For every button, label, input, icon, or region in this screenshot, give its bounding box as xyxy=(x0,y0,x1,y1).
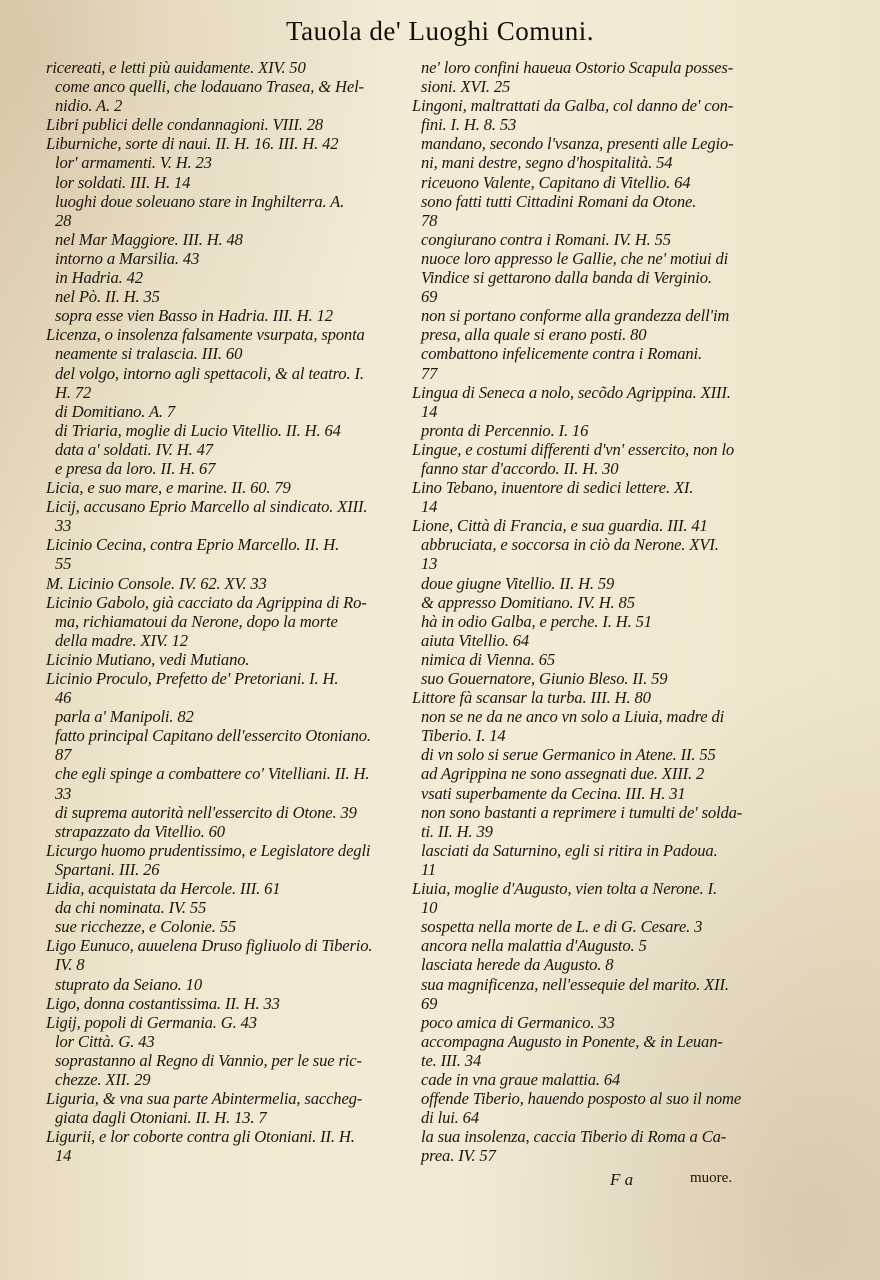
index-line: Licinio Proculo, Prefetto de' Pretoriani. I. H. xyxy=(46,669,339,688)
index-line: 55 xyxy=(55,554,72,574)
index-line: non sono bastanti a reprimere i tumulti de' solda- xyxy=(421,802,743,822)
index-line: sua magnificenza, nell'essequie del marito. XII. xyxy=(421,974,729,994)
index-line: intorno a Marsilia. 43 xyxy=(55,248,200,268)
index-line: Tiberio. I. 14 xyxy=(421,726,506,746)
index-line: 14 xyxy=(421,401,438,421)
index-line: Licinio Mutiano, vedi Mutiano. xyxy=(46,649,250,669)
index-line: nel Pò. II. H. 35 xyxy=(55,287,160,307)
index-line: nidio. A. 2 xyxy=(55,96,123,116)
page-footer xyxy=(610,1170,760,1194)
index-line: del volgo, intorno agli spettacoli, & al teatro. I. xyxy=(55,363,364,383)
index-line: Licurgo huomo prudentissimo, e Legislatore degli xyxy=(46,840,371,860)
index-line: ad Agrippina ne sono assegnati due. XIII. 2 xyxy=(421,764,705,784)
index-line: te. III. 34 xyxy=(421,1050,482,1070)
page-title: Tauola de' Luoghi Comuni. xyxy=(286,16,594,46)
index-line: mandano, secondo l'vsanza, presenti alle Legio- xyxy=(421,134,734,154)
index-line: lasciati da Saturnino, egli si ritira in Padoua. xyxy=(421,840,718,860)
signature-mark: F a xyxy=(610,1170,634,1189)
index-line: Ligo, donna costantissima. II. H. 33 xyxy=(46,993,280,1013)
index-line: cade in vna graue malattia. 64 xyxy=(421,1069,621,1089)
index-line: Ligurii, e lor coborte contra gli Otoniani. II. H. xyxy=(46,1127,355,1147)
index-line: Lino Tebano, inuentore di sedici lettere. XI. xyxy=(412,478,694,498)
index-line: 13 xyxy=(421,554,438,574)
index-line: 69 xyxy=(421,993,438,1013)
index-line: presa, alla quale si erano posti. 80 xyxy=(421,325,647,345)
index-line: combattono infelicemente contra i Romani. xyxy=(421,344,702,364)
index-line: chezze. XII. 29 xyxy=(55,1069,151,1089)
index-line: nuoce loro appresso le Gallie, che ne' motiui di xyxy=(421,248,729,268)
index-line: lor Città. G. 43 xyxy=(55,1031,155,1051)
index-line: Ligo Eunuco, auuelena Druso figliuolo di Tiberio. xyxy=(46,936,373,956)
index-line: ancora nella malattia d'Augusto. 5 xyxy=(421,936,647,956)
index-line: e presa da loro. II. H. 67 xyxy=(55,458,216,478)
index-line: strapazzato da Vitellio. 60 xyxy=(55,821,225,841)
index-line: Lingue, e costumi differenti d'vn' essercito, non lo xyxy=(412,439,735,459)
index-line: vsati superbamente da Cecina. III. H. 31 xyxy=(421,783,686,803)
index-line: poco amica di Germanico. 33 xyxy=(421,1012,615,1032)
index-line: 10 xyxy=(421,898,438,918)
index-line: congiurano contra i Romani. IV. H. 55 xyxy=(421,229,671,249)
index-line: da chi nominata. IV. 55 xyxy=(55,898,207,918)
index-line: offende Tiberio, hauendo posposto al suo il nome xyxy=(421,1089,742,1109)
index-line: di vn solo si serue Germanico in Atene. II. 55 xyxy=(421,745,716,765)
index-line: 33 xyxy=(55,516,72,536)
index-line: la sua insolenza, caccia Tiberio di Roma a Ca- xyxy=(421,1127,727,1147)
index-line: lor soldati. III. H. 14 xyxy=(55,172,191,192)
index-line: ma, richiamatoui da Nerone, dopo la morte xyxy=(55,611,338,631)
index-line: pronta di Percennio. I. 16 xyxy=(421,420,589,440)
index-line: abbruciata, e soccorsa in ciò da Nerone. XVI. xyxy=(421,535,719,555)
index-line: Liburniche, sorte di naui. II. H. 16. III. H. 42 xyxy=(46,134,339,154)
index-line: suo Gouernatore, Giunio Bleso. II. 59 xyxy=(421,669,668,688)
index-line: fanno star d'accordo. II. H. 30 xyxy=(421,458,619,478)
index-line: non se ne da ne anco vn solo a Liuia, madre di xyxy=(421,707,725,727)
index-line: di Triaria, moglie di Lucio Vitellio. II. H. 64 xyxy=(55,420,341,440)
index-line: ne' loro confini haueua Ostorio Scapula posses- xyxy=(421,58,734,77)
index-line: stuprato da Seiano. 10 xyxy=(55,974,202,994)
index-line: & appresso Domitiano. IV. H. 85 xyxy=(421,592,635,612)
index-line: Lione, Città di Francia, e sua guardia. III. 41 xyxy=(412,516,708,536)
index-line: soprastanno al Regno di Vannio, per le sue ric- xyxy=(55,1050,362,1070)
right-index-column xyxy=(412,58,772,1165)
index-line: lasciata herede da Augusto. 8 xyxy=(421,955,614,975)
index-line: Lidia, acquistata da Hercole. III. 61 xyxy=(46,879,281,899)
index-line: 69 xyxy=(421,287,438,307)
index-line: luoghi doue soleuano stare in Inghilterra. A. xyxy=(55,191,345,211)
index-line: Vindice si gettarono dalla banda di Verginio. xyxy=(421,268,712,288)
index-line: Licinio Cecina, contra Eprio Marcello. II. H. xyxy=(46,535,340,555)
index-line: ni, mani destre, segno d'hospitalità. 54 xyxy=(421,153,673,173)
index-line: H. 72 xyxy=(55,382,92,402)
index-line: 78 xyxy=(421,210,438,230)
index-line: hà in odio Galba, e perche. I. H. 51 xyxy=(421,611,652,631)
index-line: parla a' Manipoli. 82 xyxy=(55,707,194,727)
left-index-column xyxy=(46,58,404,1165)
index-line: di lui. 64 xyxy=(421,1108,479,1128)
index-line: 46 xyxy=(55,688,72,708)
index-line: 11 xyxy=(421,859,437,879)
index-line: nimica di Vienna. 65 xyxy=(421,649,556,669)
index-line: Lingua di Seneca a nolo, secõdo Agrippina. XIII. xyxy=(412,382,731,402)
index-line: 77 xyxy=(421,363,438,383)
index-line: doue giugne Vitellio. II. H. 59 xyxy=(421,573,615,593)
index-line: ricereati, e letti più auidamente. XIV. 50 xyxy=(46,58,306,77)
index-line: prea. IV. 57 xyxy=(421,1146,496,1166)
index-line: nel Mar Maggiore. III. H. 48 xyxy=(55,229,243,249)
index-line: fatto principal Capitano dell'essercito Otoniano. xyxy=(55,726,371,746)
index-line: Licenza, o insolenza falsamente vsurpata, sponta xyxy=(46,325,365,345)
index-line: neamente si tralascia. III. 60 xyxy=(55,344,243,364)
index-line: 28 xyxy=(55,210,72,230)
index-line: Licinio Gabolo, già cacciato da Agrippina di Ro- xyxy=(46,592,367,612)
index-line: di Domitiano. A. 7 xyxy=(55,401,176,421)
index-line: aiuta Vitellio. 64 xyxy=(421,630,530,650)
index-line: Spartani. III. 26 xyxy=(55,859,160,879)
index-line: lor' armamenti. V. H. 23 xyxy=(55,153,212,173)
catchword: muore. xyxy=(690,1170,733,1186)
index-line: sioni. XVI. 25 xyxy=(421,77,511,97)
index-line: fini. I. H. 8. 53 xyxy=(421,115,517,135)
index-line: come anco quelli, che lodauano Trasea, & Hel- xyxy=(55,77,364,97)
index-line: Littore fà scansar la turba. III. H. 80 xyxy=(412,688,651,708)
index-line: sospetta nella morte de L. e di G. Cesare. 3 xyxy=(421,917,703,937)
index-line: riceuono Valente, Capitano di Vitellio. 64 xyxy=(421,172,691,192)
index-line: Licia, e suo mare, e marine. II. 60. 79 xyxy=(46,478,291,498)
index-line: Lingoni, maltrattati da Galba, col danno de' con- xyxy=(412,96,734,116)
index-line: 14 xyxy=(55,1146,72,1166)
index-line: data a' soldati. IV. H. 47 xyxy=(55,439,213,459)
index-line: accompagna Augusto in Ponente, & in Leuan- xyxy=(421,1031,723,1051)
index-line: M. Licinio Console. IV. 62. XV. 33 xyxy=(46,573,267,593)
index-line: IV. 8 xyxy=(55,955,85,975)
index-line: Ligij, popoli di Germania. G. 43 xyxy=(46,1012,257,1032)
index-line: Liguria, & vna sua parte Abintermelia, saccheg- xyxy=(46,1089,363,1109)
index-line: 87 xyxy=(55,745,72,765)
index-line: 14 xyxy=(421,497,438,517)
index-line: di suprema autorità nell'essercito di Otone. 39 xyxy=(55,802,357,822)
index-line: sopra esse vien Basso in Hadria. III. H. 12 xyxy=(55,306,333,326)
index-line: ti. II. H. 39 xyxy=(421,821,493,841)
index-line: che egli spinge a combattere co' Vitelliani. II. H. xyxy=(55,764,370,784)
index-line: sue ricchezze, e Colonie. 55 xyxy=(55,917,237,937)
index-line: Libri publici delle condannagioni. VIII. 28 xyxy=(46,115,323,135)
index-line: della madre. XIV. 12 xyxy=(55,630,188,650)
index-line: 33 xyxy=(55,783,72,803)
index-line: non si portano conforme alla grandezza dell'im xyxy=(421,306,730,326)
index-line: sono fatti tutti Cittadini Romani da Otone. xyxy=(421,191,697,211)
index-line: in Hadria. 42 xyxy=(55,268,143,288)
index-line: giata dagli Otoniani. II. H. 13. 7 xyxy=(55,1108,267,1128)
index-line: Licij, accusano Eprio Marcello al sindicato. XIII. xyxy=(46,497,368,517)
index-line: Liuia, moglie d'Augusto, vien tolta a Nerone. I. xyxy=(412,879,717,899)
